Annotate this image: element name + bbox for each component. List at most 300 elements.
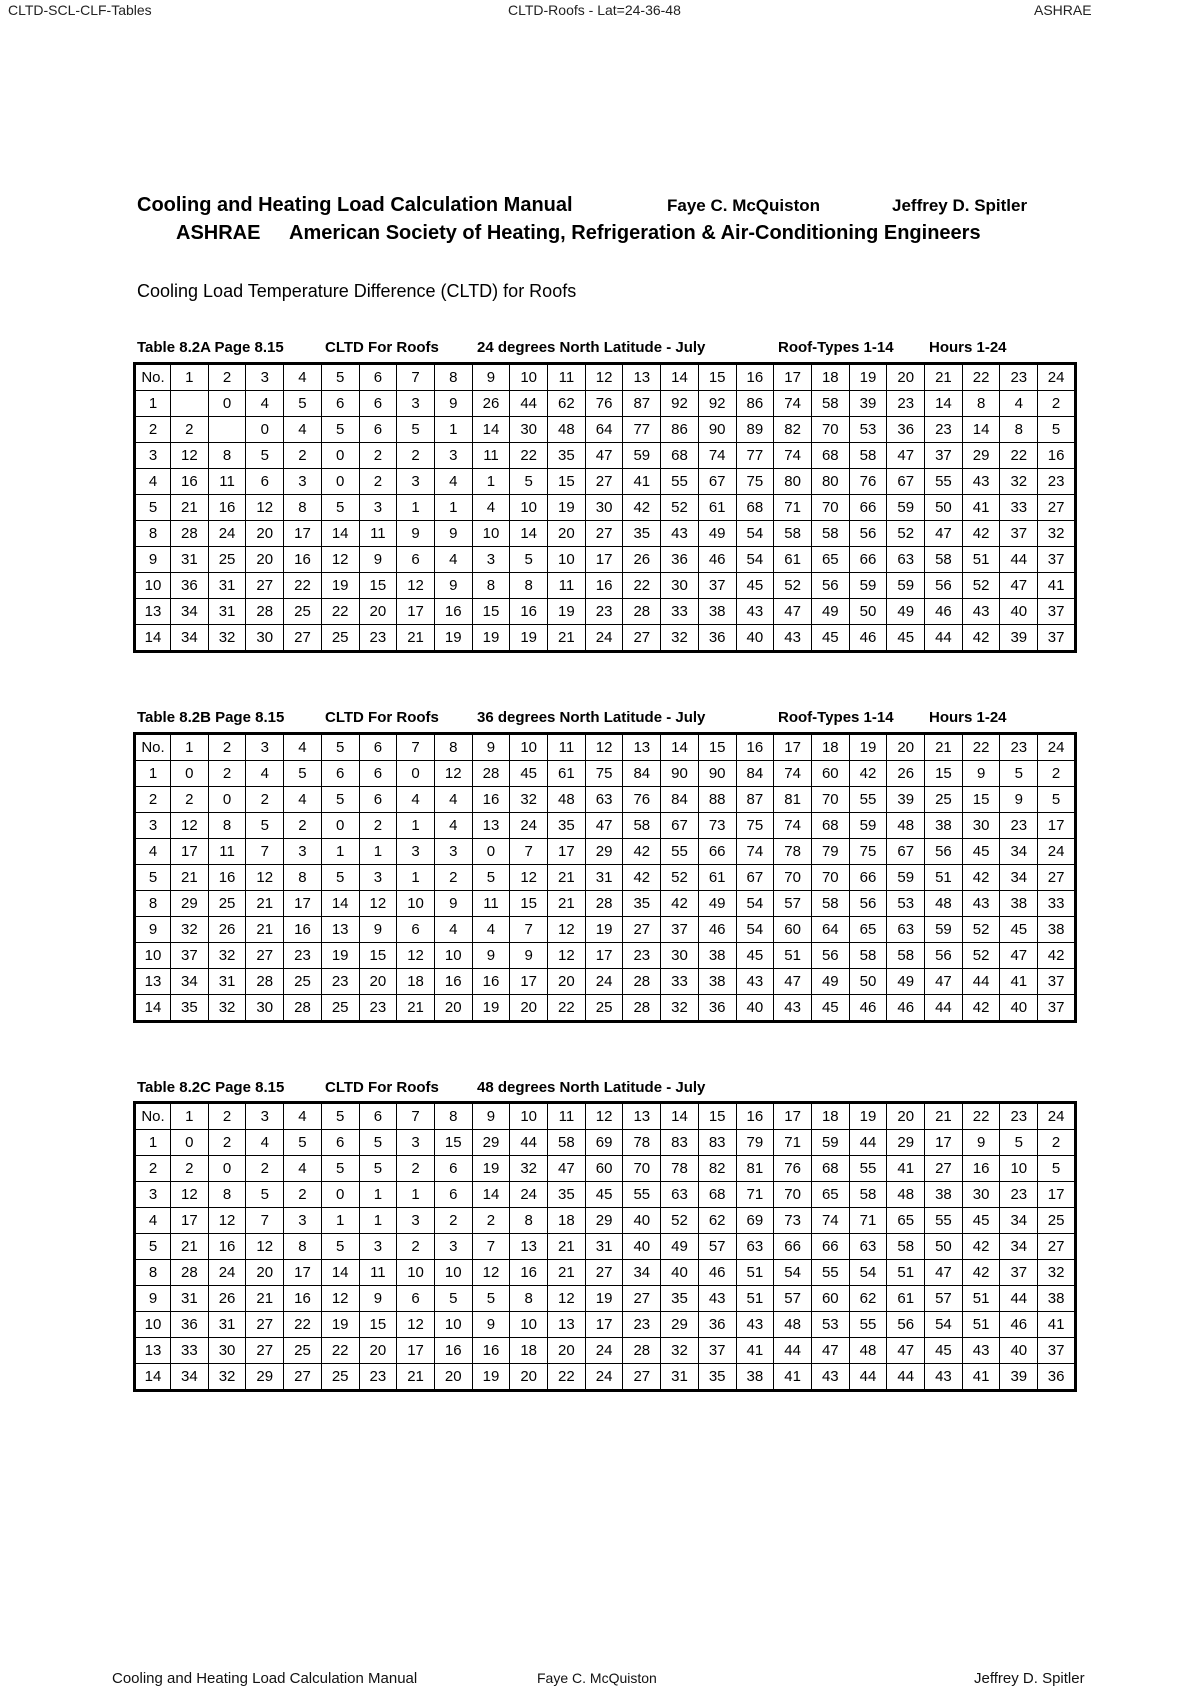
table-cell: 41 [623,469,661,495]
table-cell: 26 [472,391,510,417]
table-cell: 17 [284,1260,322,1286]
table-cell: 35 [623,521,661,547]
table-cell: 9 [359,917,397,943]
table-cell: 9 [510,943,548,969]
table-cell: 12 [397,943,435,969]
table-cell: 32 [171,917,209,943]
table-cell: 16 [434,969,472,995]
table-cell: 0 [397,761,435,787]
table-cell: 29 [472,1130,510,1156]
table-cell: 10 [434,1260,472,1286]
row-label-cell: 13 [135,969,171,995]
table-cell: 2 [1038,1130,1076,1156]
table-cell: 21 [171,865,209,891]
table-cell: 42 [962,1234,1000,1260]
table-cell: 86 [661,417,699,443]
table-cell: 21 [925,1103,963,1130]
table-cell: 13 [472,813,510,839]
table-cell: 55 [925,1208,963,1234]
table-cell: 55 [849,787,887,813]
table-row [135,839,1076,865]
table-cell: 59 [811,1130,849,1156]
table-cell: 44 [849,1130,887,1156]
table-cell: 30 [962,1182,1000,1208]
table-cell: 40 [736,995,774,1022]
table-caption-id: Table 8.2A Page 8.15 [137,339,284,356]
table-cell: 56 [925,573,963,599]
table-cell: 59 [887,495,925,521]
table-cell: 27 [246,1338,284,1364]
table-cell: 9 [434,391,472,417]
table-cell: 25 [284,599,322,625]
table-cell: 13 [623,734,661,761]
table-cell: 6 [359,391,397,417]
table-cell: 22 [321,599,359,625]
table-cell: 5 [246,1182,284,1208]
table-cell: 34 [1000,865,1038,891]
table-cell: 7 [510,839,548,865]
table-cell: 3 [397,1130,435,1156]
table-cell: 13 [321,917,359,943]
table-cell: 18 [397,969,435,995]
table-cell: 54 [925,1312,963,1338]
table-cell: 24 [585,1364,623,1391]
table-cell: 16 [284,917,322,943]
table-cell: 6 [397,1286,435,1312]
table-cell: 17 [510,969,548,995]
table-cell: 46 [849,625,887,652]
table-cell: 19 [585,1286,623,1312]
table-cell: 5 [321,364,359,391]
table-cell: 41 [1038,573,1076,599]
table-cell: 2 [397,1156,435,1182]
table-cell: 3 [472,547,510,573]
table-cell: 44 [925,995,963,1022]
table-cell: 43 [774,995,812,1022]
table-cell: 36 [1038,1364,1076,1391]
table-cell: 43 [962,1338,1000,1364]
table-cell: 27 [585,1260,623,1286]
table-cell: 45 [887,625,925,652]
table-cell: 4 [472,917,510,943]
table-cell: 39 [1000,625,1038,652]
table-cell: 45 [925,1338,963,1364]
table-cell: 43 [811,1364,849,1391]
table-cell: 30 [246,625,284,652]
table-cell: 10 [434,943,472,969]
table-cell: 33 [661,599,699,625]
table-cell: 38 [925,1182,963,1208]
table-caption-name: CLTD For Roofs [325,1079,439,1096]
table-row [135,1208,1076,1234]
table-cell: 21 [171,495,209,521]
table-cell: 54 [736,521,774,547]
table-cell: 76 [774,1156,812,1182]
table-cell: 15 [698,1103,736,1130]
table-header-row [135,1103,1076,1130]
table-cell: 7 [246,839,284,865]
table-cell: 6 [359,734,397,761]
table-cell: 33 [661,969,699,995]
table-cell: 14 [661,364,699,391]
table-cell: 28 [171,521,209,547]
table-cell: 24 [585,1338,623,1364]
table-cell: 71 [849,1208,887,1234]
table-cell: 4 [434,917,472,943]
table-cell: 14 [321,521,359,547]
table-cell: 9 [472,364,510,391]
table-cell: 27 [246,573,284,599]
row-label-cell: 10 [135,1312,171,1338]
table-cell: 49 [698,521,736,547]
table-cell: 47 [585,813,623,839]
table-cell: 42 [962,865,1000,891]
table-cell: 13 [623,1103,661,1130]
row-label-cell: 5 [135,495,171,521]
table-cell: 59 [887,573,925,599]
table-row [135,1338,1076,1364]
table-cell: 68 [811,443,849,469]
table-cell: 10 [1000,1156,1038,1182]
table-cell: 60 [811,761,849,787]
table-cell: 49 [887,969,925,995]
table-cell: 31 [661,1364,699,1391]
footer-center: Faye C. McQuiston [537,1670,657,1686]
table-cell: 20 [434,1364,472,1391]
table-row [135,417,1076,443]
table-cell: 40 [661,1260,699,1286]
table-cell: 25 [321,1364,359,1391]
table-cell: 23 [1000,813,1038,839]
table-cell: 14 [321,1260,359,1286]
table-cell: 28 [246,599,284,625]
cltd-table-48-lat [133,1101,1077,1392]
table-cell: 31 [208,1312,246,1338]
table-cell: 19 [849,734,887,761]
table-cell: 11 [208,469,246,495]
table-cell: 43 [736,599,774,625]
table-cell: 2 [359,443,397,469]
table-cell: 32 [1038,521,1076,547]
table-cell: 5 [359,1130,397,1156]
table-cell: 47 [925,521,963,547]
table-cell: 35 [548,813,586,839]
table-cell: 2 [208,734,246,761]
table-cell: 30 [246,995,284,1022]
table-cell: 45 [510,761,548,787]
table-cell: 54 [736,891,774,917]
table-cell: 5 [434,1286,472,1312]
table-caption-types: Roof-Types 1-14 [778,339,894,356]
table-cell: 3 [397,469,435,495]
table-cell: 21 [925,364,963,391]
row-label-cell: 1 [135,391,171,417]
table-cell: 7 [397,1103,435,1130]
table-cell: 63 [736,1234,774,1260]
table-cell: 23 [359,1364,397,1391]
table-cell: 20 [548,1338,586,1364]
table-cell: 45 [736,943,774,969]
table-a-caption [137,339,1077,359]
table-cell: 63 [887,547,925,573]
table-cell: 6 [359,364,397,391]
table-cell: 21 [548,1234,586,1260]
table-cell: 15 [698,734,736,761]
table-cell: 39 [849,391,887,417]
table-cell: 38 [925,813,963,839]
table-cell: 3 [246,364,284,391]
table-cell: 15 [359,573,397,599]
table-cell: 12 [585,734,623,761]
table-cell: 5 [510,547,548,573]
table-cell: 23 [1000,734,1038,761]
table-cell: 47 [585,443,623,469]
table-cell: 64 [585,417,623,443]
table-cell: 17 [925,1130,963,1156]
table-cell: 20 [359,969,397,995]
row-label-cell: 3 [135,813,171,839]
table-cell: 58 [811,391,849,417]
table-cell: 26 [208,1286,246,1312]
table-cell: 26 [623,547,661,573]
table-cell: 16 [962,1156,1000,1182]
table-cell: 19 [321,1312,359,1338]
table-cell: 14 [661,1103,699,1130]
table-cell: 80 [774,469,812,495]
table-cell: 56 [811,573,849,599]
table-cell: 8 [1000,417,1038,443]
table-cell: 27 [1038,1234,1076,1260]
table-cell: 23 [623,1312,661,1338]
table-cell: 8 [434,364,472,391]
footer-right: Jeffrey D. Spitler [974,1670,1085,1687]
table-cell: 51 [736,1260,774,1286]
table-cell: 5 [321,787,359,813]
table-cell: 55 [623,1182,661,1208]
table-cell: 23 [1038,469,1076,495]
table-row [135,573,1076,599]
table-cell: 22 [321,1338,359,1364]
table-cell: 92 [661,391,699,417]
table-cell: 16 [472,787,510,813]
table-cell: 58 [849,443,887,469]
table-cell: 22 [510,443,548,469]
table-cell: 58 [774,521,812,547]
table-cell: 55 [811,1260,849,1286]
table-cell: 38 [1000,891,1038,917]
table-cell: 78 [774,839,812,865]
table-cell: 37 [1038,599,1076,625]
table-cell: 37 [698,1338,736,1364]
table-cell: 5 [472,1286,510,1312]
table-cell: 23 [359,625,397,652]
table-cell: 73 [774,1208,812,1234]
table-cell: 66 [849,547,887,573]
table-cell: 1 [359,1182,397,1208]
table-cell: 12 [321,547,359,573]
table-cell: 58 [887,943,925,969]
table-cell: 17 [397,1338,435,1364]
table-cell: 1 [321,839,359,865]
cltd-table-36-lat [133,732,1077,1023]
table-caption-id: Table 8.2C Page 8.15 [137,1079,285,1096]
table-cell: 23 [887,391,925,417]
table-caption-latitude: 24 degrees North Latitude - July [477,339,706,356]
table-cell: 14 [472,417,510,443]
table-cell: 6 [321,761,359,787]
table-cell: 36 [171,573,209,599]
table-cell: 4 [434,787,472,813]
table-cell: 20 [510,995,548,1022]
table-cell: 5 [321,1234,359,1260]
table-cell: 31 [208,573,246,599]
table-cell: 41 [887,1156,925,1182]
table-row [135,1364,1076,1391]
table-cell: 0 [246,417,284,443]
table-row [135,1182,1076,1208]
table-cell: 13 [623,364,661,391]
table-cell: 58 [811,521,849,547]
table-cell: 45 [962,839,1000,865]
table-cell: 32 [510,1156,548,1182]
table-cell: 6 [246,469,284,495]
table-cell: 55 [661,839,699,865]
table-cell: 5 [321,1156,359,1182]
table-cell: 6 [397,547,435,573]
table-cell: 20 [359,1338,397,1364]
table-cell: 24 [1038,1103,1076,1130]
table-cell: 0 [321,469,359,495]
table-cell: 47 [548,1156,586,1182]
table-cell: 12 [171,813,209,839]
table-cell: 17 [548,839,586,865]
table-cell: 16 [736,1103,774,1130]
table-cell: 1 [397,865,435,891]
table-cell: 37 [171,943,209,969]
table-cell: 16 [510,1260,548,1286]
table-cell: 12 [171,443,209,469]
table-cell: 3 [284,1208,322,1234]
table-cell: 8 [284,495,322,521]
table-cell: 1 [397,1182,435,1208]
table-cell: 16 [1038,443,1076,469]
table-cell: 28 [623,1338,661,1364]
table-cell: 47 [811,1338,849,1364]
table-cell: 0 [321,1182,359,1208]
table-cell: 66 [811,1234,849,1260]
table-cell: 37 [698,573,736,599]
table-cell: 28 [585,891,623,917]
table-cell: 5 [321,495,359,521]
table-cell: 24 [1038,839,1076,865]
table-cell: 3 [397,1208,435,1234]
table-cell: 16 [208,865,246,891]
table-cell: 34 [1000,1208,1038,1234]
table-cell: 83 [661,1130,699,1156]
table-cell: 1 [359,1208,397,1234]
table-cell: 19 [510,625,548,652]
table-cell: 12 [171,1182,209,1208]
table-cell: 27 [585,469,623,495]
table-cell: 40 [736,625,774,652]
table-cell: 58 [623,813,661,839]
table-cell: 79 [811,839,849,865]
table-cell: 40 [623,1208,661,1234]
table-cell: 8 [208,813,246,839]
table-cell: 45 [736,573,774,599]
table-caption-name: CLTD For Roofs [325,339,439,356]
table-cell: 20 [246,547,284,573]
row-label-cell: 14 [135,625,171,652]
row-label-cell: No. [135,364,171,391]
table-row [135,1130,1076,1156]
table-cell: 54 [774,1260,812,1286]
table-cell: 17 [171,839,209,865]
table-cell: 37 [661,917,699,943]
table-cell: 68 [661,443,699,469]
table-cell: 60 [811,1286,849,1312]
table-cell: 20 [887,1103,925,1130]
table-cell: 39 [887,787,925,813]
table-cell: 35 [661,1286,699,1312]
cltd-table-24-lat [133,362,1077,653]
table-cell: 13 [510,1234,548,1260]
table-row [135,495,1076,521]
table-cell: 78 [623,1130,661,1156]
table-cell: 65 [811,547,849,573]
table-cell: 58 [925,547,963,573]
table-cell: 67 [736,865,774,891]
table-cell: 3 [359,1234,397,1260]
table-cell: 5 [284,761,322,787]
table-cell: 65 [849,917,887,943]
table-cell: 46 [1000,1312,1038,1338]
table-cell: 7 [472,1234,510,1260]
table-cell: 29 [171,891,209,917]
table-cell: 8 [208,443,246,469]
table-cell: 24 [585,625,623,652]
table-cell: 87 [623,391,661,417]
table-cell: 49 [661,1234,699,1260]
row-label-cell: 8 [135,521,171,547]
table-cell: 57 [698,1234,736,1260]
table-cell: 2 [359,813,397,839]
table-cell: 25 [925,787,963,813]
table-cell: 30 [208,1338,246,1364]
table-row [135,443,1076,469]
table-cell: 2 [208,761,246,787]
table-cell: 28 [284,995,322,1022]
table-cell: 71 [736,1182,774,1208]
table-cell: 5 [246,443,284,469]
table-cell: 12 [246,865,284,891]
row-label-cell: 5 [135,865,171,891]
table-cell: 23 [359,995,397,1022]
table-cell: 62 [698,1208,736,1234]
table-cell: 10 [510,734,548,761]
table-cell: 84 [623,761,661,787]
table-cell: 21 [246,917,284,943]
table-cell: 51 [962,1286,1000,1312]
table-cell: 48 [925,891,963,917]
table-cell: 30 [962,813,1000,839]
table-cell: 11 [548,364,586,391]
table-cell: 16 [208,1234,246,1260]
table-cell: 1 [171,734,209,761]
table-cell: 5 [1000,761,1038,787]
table-cell: 34 [623,1260,661,1286]
table-cell: 12 [548,917,586,943]
